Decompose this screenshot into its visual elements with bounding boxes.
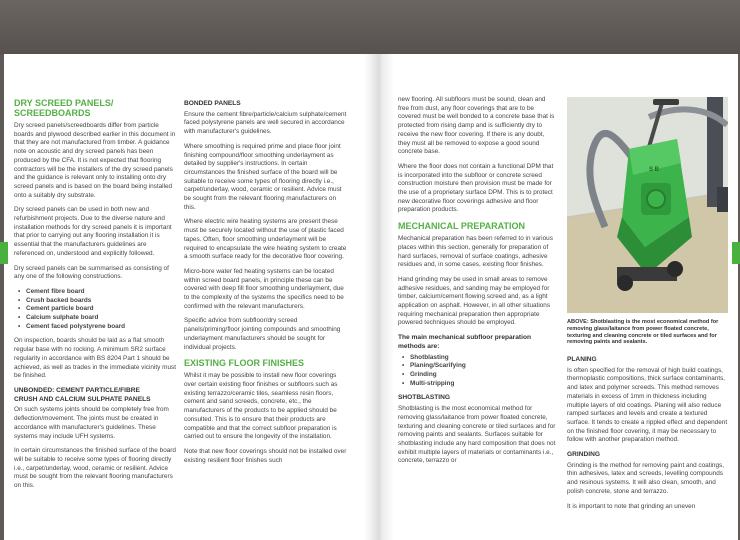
paragraph: Where the floor does not contain a functional DPM that is incorporated into the subfloor or concrete screed construction moisture then provision must be made for the use of a proprietary surface DPM. This is to protect new decorative floor coverings adhesive and floor preparation products. <box>398 162 554 214</box>
page-gutter-shadow <box>364 54 394 540</box>
subheading-shotblasting: SHOTBLASTING <box>398 394 451 402</box>
paragraph: In certain circumstances the finished surface of the board will be suitable to receive some types of flooring directly i.e., carpet/underlay, wood, ceramic or resilient. Advice must be sought from the relevant flooring manufacturers on this. <box>14 447 176 490</box>
paragraph: Hand grinding may be used in small areas to remove adhesive residues, and sanding may be employed for timber, calcium/cement flowing screed and, as a light application on asphalt. However, in all other situations requiring mechanical preparation then appropriate powered techniques should be employed. <box>398 275 551 327</box>
list-item: • Cement faced polystyrene board <box>26 323 177 332</box>
paragraph: Specific advice from subfloor/dry screed panels/priming/floor jointing compounds and smoothing underlayment manufacturers should be sought for individual projects. <box>184 317 341 351</box>
magazine-spread <box>4 54 738 540</box>
machine-label: S B <box>649 167 660 173</box>
list-item: • Shotblasting <box>410 354 558 363</box>
section-tab-right <box>732 242 740 264</box>
paragraph: Is often specified for the removal of high build coatings, thermoplastic compositions, thick surface contaminants, and latex and polymer screeds. This method removes materials in excess of 1mm in thickness including multiple layers of old coatings. Planing will also reduce ramped surfaces and levels and create a textured surface. It tends to create a rippled effect and dependent on the finished floor covering, it may be necessary to follow with another preparation method. <box>567 366 728 444</box>
list-item: • Calcium sulphate board <box>26 314 177 323</box>
paragraph: Dry screed panels can be used in both new and refurbishment projects. Due to the diverse nature and installation methods for dry screed panels it is important that prior to carrying out any flooring installation it is essential that the manufacturers guidelines are referenced on, understood and explicitly followed. <box>14 206 172 257</box>
shotblasting-machine-photo <box>567 97 728 313</box>
right-column-2 <box>567 352 728 540</box>
paragraph: It is important to note that grinding an uneven <box>567 502 696 510</box>
machine-illustration <box>567 97 728 313</box>
paragraph: new flooring. All subfloors must be sound, clean and free from dust, any floor coverings that are to be covered must be well bonded to a concrete base that is protected from rising damp and is sufficiently dry to receive the new floor covering. If there is any doubt, they must all be removed to expose a good sound concrete base. <box>398 96 555 156</box>
subheading-unbonded: UNBONDED: CEMENT PARTICLE/FIBRE CRUSH AND CALCIUM SULPHATE PANELS <box>14 386 151 403</box>
construction-list <box>14 288 177 332</box>
section-tab-left <box>0 242 8 264</box>
caption-text: ABOVE: Shotblasting is the most economical method for removing glass/laitance from power floated concrete, texturing and cleaning concrete or tiled surfaces and for removing paints and sealants. <box>567 319 719 346</box>
left-column-2 <box>184 96 347 540</box>
subheading-planing: PLANING <box>567 356 597 363</box>
subheading-bonded-panels: BONDED PANELS <box>184 100 241 107</box>
paragraph: Shotblasting is the most economical method for removing glass/laitance from power floated concrete, texturing and cleaning concrete or tiled surfaces and for removing paints and sealants. Surfaces suitable for shotblasting include any hard composition that does not exhibit multiple layers of materials or contaminants i.e., concrete, terrazzo or <box>398 405 556 465</box>
list-item: • Planing/Scarifying <box>410 362 558 371</box>
heading-dry-screed-panels: DRY SCREED PANELS/ SCREEDBOARDS <box>14 98 114 118</box>
list-item: • Cement fibre board <box>26 288 177 297</box>
paragraph: Dry screed panels/screedboards differ from particle boards and plywood described earlier in this document in that they are not manufactured from timber. A guidance note on acoustic and dry screed panels has been produced by the CFA. It is not expected that flooring contractors will be the installers of the dry screed panels and the guidance is relevant only to installing onto dry screed panels and is based on the board being installed onto a suitably dry substrate. <box>14 122 176 199</box>
paragraph: Dry screed panels can be summarised as consisting of any one of the following constructions. <box>14 264 169 281</box>
subheading-grinding: GRINDING <box>567 451 600 459</box>
paragraph: Where electric wire heating systems are present these must be securely located without the use of plastic faced tapes. Often, floor smoothing underlayment will be required to encapsulate the wire heating system to create a smooth surface ready for the decorative floor covering. <box>184 218 347 261</box>
viewer-top-bar <box>0 0 740 54</box>
list-item: • Grinding <box>410 371 558 380</box>
photo-caption <box>567 319 728 346</box>
heading-mechanical-preparation: MECHANICAL PREPARATION <box>398 221 526 232</box>
paragraph: Whilst it may be possible to install new floor coverings over certain existing floor finishes or subfloors such as existing terrazzo/ceramic tiles, seamless resin floors, cement and sand screeds, concrete, etc., the manufacturers of the products to be applied should be consulted. This is to ensure that their products are compatible and that the correct subfloor preparation is carried out to ensure the longevity of the installation. <box>184 372 338 441</box>
subheading-methods: The main mechanical subfloor preparation methods are: <box>398 334 532 350</box>
left-column-1 <box>14 96 177 540</box>
paragraph: Grinding is the method for removing paint and coatings, thin adhesives, latex and screeds, levelling compounds and resinous systems. It will also clean, smooth, and polish concrete, stone and terrazzo. <box>567 461 725 495</box>
right-column-1 <box>398 96 558 540</box>
heading-existing-floor-finishes: EXISTING FLOOR FINISHES <box>184 358 305 369</box>
paragraph: Where smoothing is required prime and place floor joint finishing compound/floor smoothing underlayment as detailed by supplier's instructions. In certain circumstances the finished surface of the board will be suitable to receive some types of flooring directly i.e., carpet/underlay, wood, ceramic or resilient. Advice must be sought from the relevant flooring manufacturers on this. <box>184 142 342 211</box>
paragraph: Micro-bore water fed heating systems can be located within screed board panels, in principle these can be covered with deep fill floor smoothing underlayment, due to the complexity of the systems the specifics need to be confirmed with the relevant manufacturers. <box>184 267 344 310</box>
list-item: • Crush backed boards <box>26 297 177 306</box>
paragraph: Ensure the cement fibre/particle/calcium sulphate/cement faced polystyrene panels are well secured in accordance with manufacturer's guidelines. <box>184 110 347 136</box>
paragraph: On inspection, boards should be laid as a flat smooth regular base with no rocking. A minimum SR2 surface regularity in accordance with BS 8204 Part 1 should be achieved, as well as trades in the immediate vicinity must be finished. <box>14 337 176 380</box>
list-item: • Multi-stripping <box>410 380 558 389</box>
list-item: • Cement particle board <box>26 305 177 314</box>
paragraph: Note that new floor coverings should not be installed over existing resilient floor finishes such <box>184 447 347 464</box>
paragraph: Mechanical preparation has been referred to in various places within this section, generally for preparation of hard surfaces, removal of surface coatings, adhesive residues and, in some cases, existing floor finishes. <box>398 235 553 269</box>
methods-list <box>398 354 558 389</box>
paragraph: On such systems joints should be completely free from deflection/movement. The joints must be created in accordance with manufacturer's guidelines. These systems may include UFH systems. <box>14 406 169 440</box>
